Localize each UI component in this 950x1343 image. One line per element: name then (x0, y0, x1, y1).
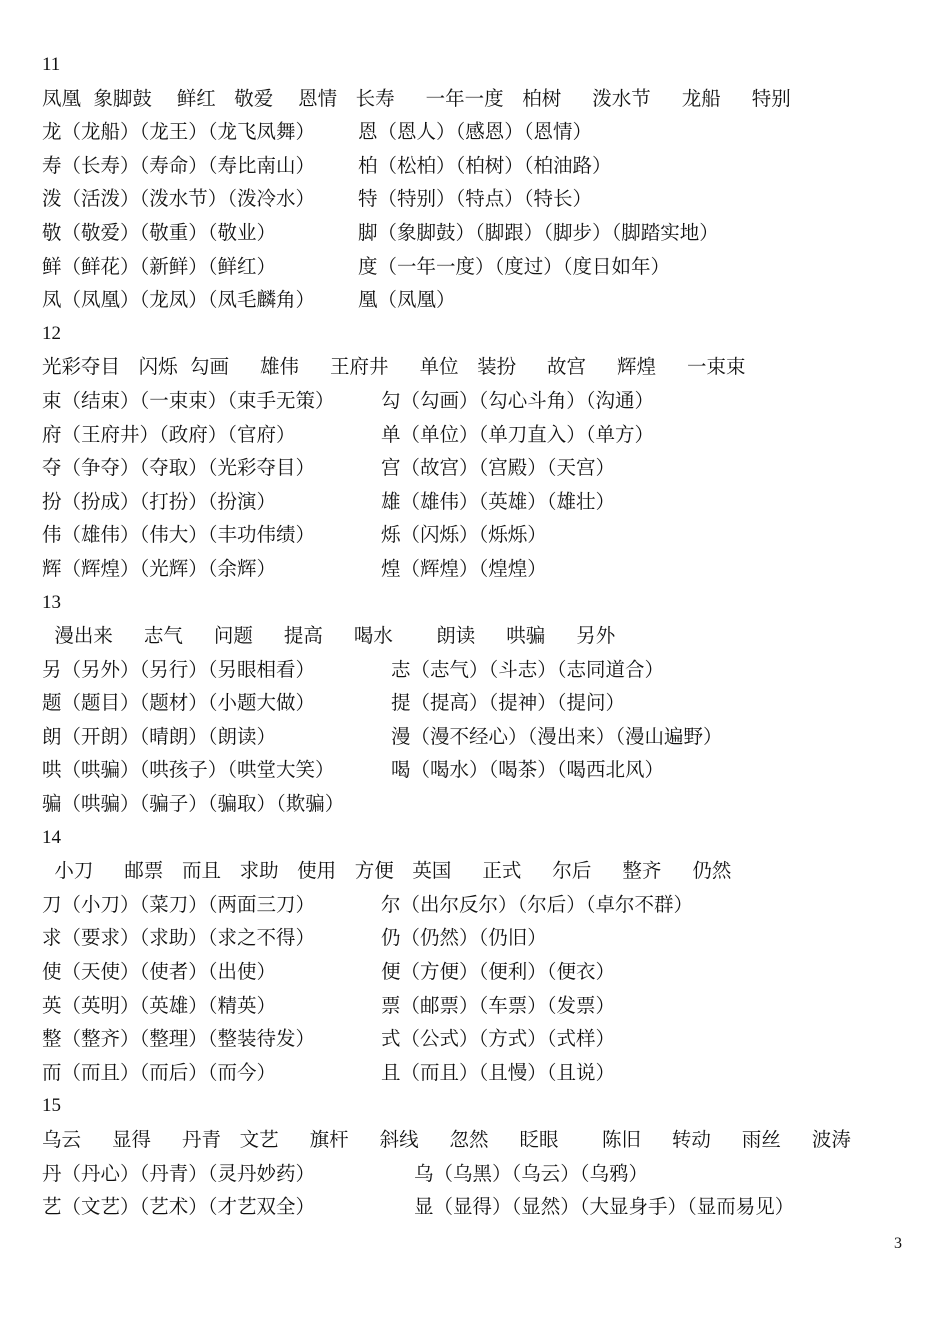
entry-right: 显（显得）（显然）（大显身手）（显而易见） (414, 1195, 795, 1219)
entry-row (42, 1157, 922, 1191)
entry-left: 哄（哄骗）（哄孩子）（哄堂大笑） (42, 758, 335, 782)
entry-right: 漫（漫不经心）（漫出来）（漫山遍野） (391, 724, 723, 748)
entry-right: 便（方便）（便利）（便衣） (381, 960, 616, 984)
entry-right: 式（公式）（方式）（式样） (381, 1027, 616, 1051)
entry-left: 凤（凤凰）（龙凤）（凤毛麟角） (42, 288, 316, 312)
entry-right: 仍（仍然）（仍旧） (381, 926, 547, 950)
entry-row (42, 921, 922, 955)
entry-row (42, 720, 922, 754)
entry-left: 伟（雄伟）（伟大）（丰功伟绩） (42, 523, 316, 547)
entry-left: 敬（敬爱）（敬重）（敬业） (42, 220, 277, 244)
word-list: 凤凰 象脚鼓 鲜红 敬爱 恩情 长寿 一年一度 柏树 泼水节 龙船 特别 (42, 86, 791, 110)
entry-left: 夺（争夺）（夺取）（光彩夺目） (42, 456, 316, 480)
section-number: 15 (42, 1095, 61, 1117)
entry-right: 勾（勾画）（勾心斗角）（沟通） (381, 388, 655, 412)
section-number: 14 (42, 826, 61, 848)
word-list: 光彩夺目 闪烁 勾画 雄伟 王府井 单位 装扮 故宫 辉煌 一束束 (42, 355, 746, 379)
entry-left: 使（天使）（使者）（出使） (42, 960, 277, 984)
entry-left: 另（另外）（另行）（另眼相看） (42, 657, 316, 681)
entry-left: 鲜（鲜花）（新鲜）（鲜红） (42, 254, 277, 278)
entry-row (42, 384, 922, 418)
entry-left: 辉（辉煌）（光辉）（余辉） (42, 556, 277, 580)
entry-left: 骗（哄骗）（骗子）（骗取）（欺骗） (42, 792, 345, 816)
entry-row (42, 955, 922, 989)
entry-row (42, 552, 922, 586)
entry-right: 单（单位）（单刀直入）（单方） (381, 422, 655, 446)
entry-row (42, 686, 922, 720)
entry-left: 泼（活泼）（泼水节）（泼冷水） (42, 187, 316, 211)
entry-row (42, 485, 922, 519)
entry-row (42, 451, 922, 485)
entry-right: 恩（恩人）（感恩）（恩情） (358, 120, 593, 144)
document-page (42, 48, 922, 1224)
entry-left: 丹（丹心）（丹青）（灵丹妙药） (42, 1161, 316, 1185)
entry-right: 志（志气）（斗志）（志同道合） (391, 657, 665, 681)
entry-right: 凰（凤凰） (358, 288, 456, 312)
section-number: 13 (42, 591, 61, 613)
entry-left: 题（题目）（题材）（小题大做） (42, 691, 316, 715)
entry-right: 喝（喝水）（喝茶）（喝西北风） (391, 758, 665, 782)
entry-row (42, 653, 922, 687)
entry-left: 而（而且）（而后）（而今） (42, 1060, 277, 1084)
entry-row (42, 888, 922, 922)
entry-right: 特（特别）（特点）（特长） (358, 187, 593, 211)
entry-right: 且（而且）（且慢）（且说） (381, 1060, 616, 1084)
word-list: 漫出来 志气 问题 提高 喝水 朗读 哄骗 另外 (42, 624, 616, 648)
entry-row (42, 418, 922, 452)
word-list: 乌云 显得 丹青 文艺 旗杆 斜线 忽然 眨眼 陈旧 转动 雨丝 波涛 (42, 1128, 851, 1151)
entry-row (42, 182, 922, 216)
page-number: 3 (894, 1235, 902, 1252)
entry-left: 艺（文艺）（艺术）（才艺双全） (42, 1195, 316, 1219)
entry-right: 烁（闪烁）（烁烁） (381, 523, 547, 547)
section-number: 12 (42, 322, 61, 344)
entry-right: 宫（故宫）（宫殿）（天宫） (381, 456, 616, 480)
entry-right: 雄（雄伟）（英雄）（雄壮） (381, 489, 616, 513)
entry-row (42, 149, 922, 183)
entry-row (42, 753, 922, 787)
word-list: 小刀 邮票 而且 求助 使用 方便 英国 正式 尔后 整齐 仍然 (42, 859, 732, 883)
entry-row (42, 250, 922, 284)
entry-row (42, 216, 922, 250)
entry-row (42, 115, 922, 149)
entry-right: 乌（乌黑）（乌云）（乌鸦） (414, 1161, 649, 1185)
entry-left: 求（要求）（求助）（求之不得） (42, 926, 316, 950)
entry-right: 柏（松柏）（柏树）（柏油路） (358, 153, 612, 177)
entry-left: 英（英明）（英雄）（精英） (42, 993, 277, 1017)
entry-right: 度（一年一度）（度过）（度日如年） (358, 254, 671, 278)
entry-right: 票（邮票）（车票）（发票） (381, 993, 616, 1017)
entry-row (42, 989, 922, 1023)
entry-row (42, 1190, 922, 1224)
entry-left: 束（结束）（一束束）（束手无策） (42, 388, 335, 412)
entry-right: 提（提高）（提神）（提问） (391, 691, 626, 715)
entry-left: 刀（小刀）（菜刀）（两面三刀） (42, 892, 316, 916)
entry-right: 脚（象脚鼓）（脚跟）（脚步）（脚踏实地） (358, 220, 719, 244)
entry-row (42, 518, 922, 552)
entry-row (42, 1022, 922, 1056)
entry-left: 朗（开朗）（晴朗）（朗读） (42, 724, 277, 748)
entry-left: 寿（长寿）（寿命）（寿比南山） (42, 153, 316, 177)
entry-row (42, 787, 922, 821)
entry-left: 龙（龙船）（龙王）（龙飞凤舞） (42, 120, 316, 144)
entry-right: 尔（出尔反尔）（尔后）（卓尔不群） (381, 892, 694, 916)
entry-left: 府（王府井）（政府）（官府） (42, 422, 296, 446)
entry-left: 整（整齐）（整理）（整装待发） (42, 1027, 316, 1051)
entry-left: 扮（扮成）（打扮）（扮演） (42, 489, 277, 513)
entry-row (42, 283, 922, 317)
entry-row (42, 1056, 922, 1090)
section-number: 11 (42, 54, 61, 75)
entry-right: 煌（辉煌）（煌煌） (381, 556, 547, 580)
